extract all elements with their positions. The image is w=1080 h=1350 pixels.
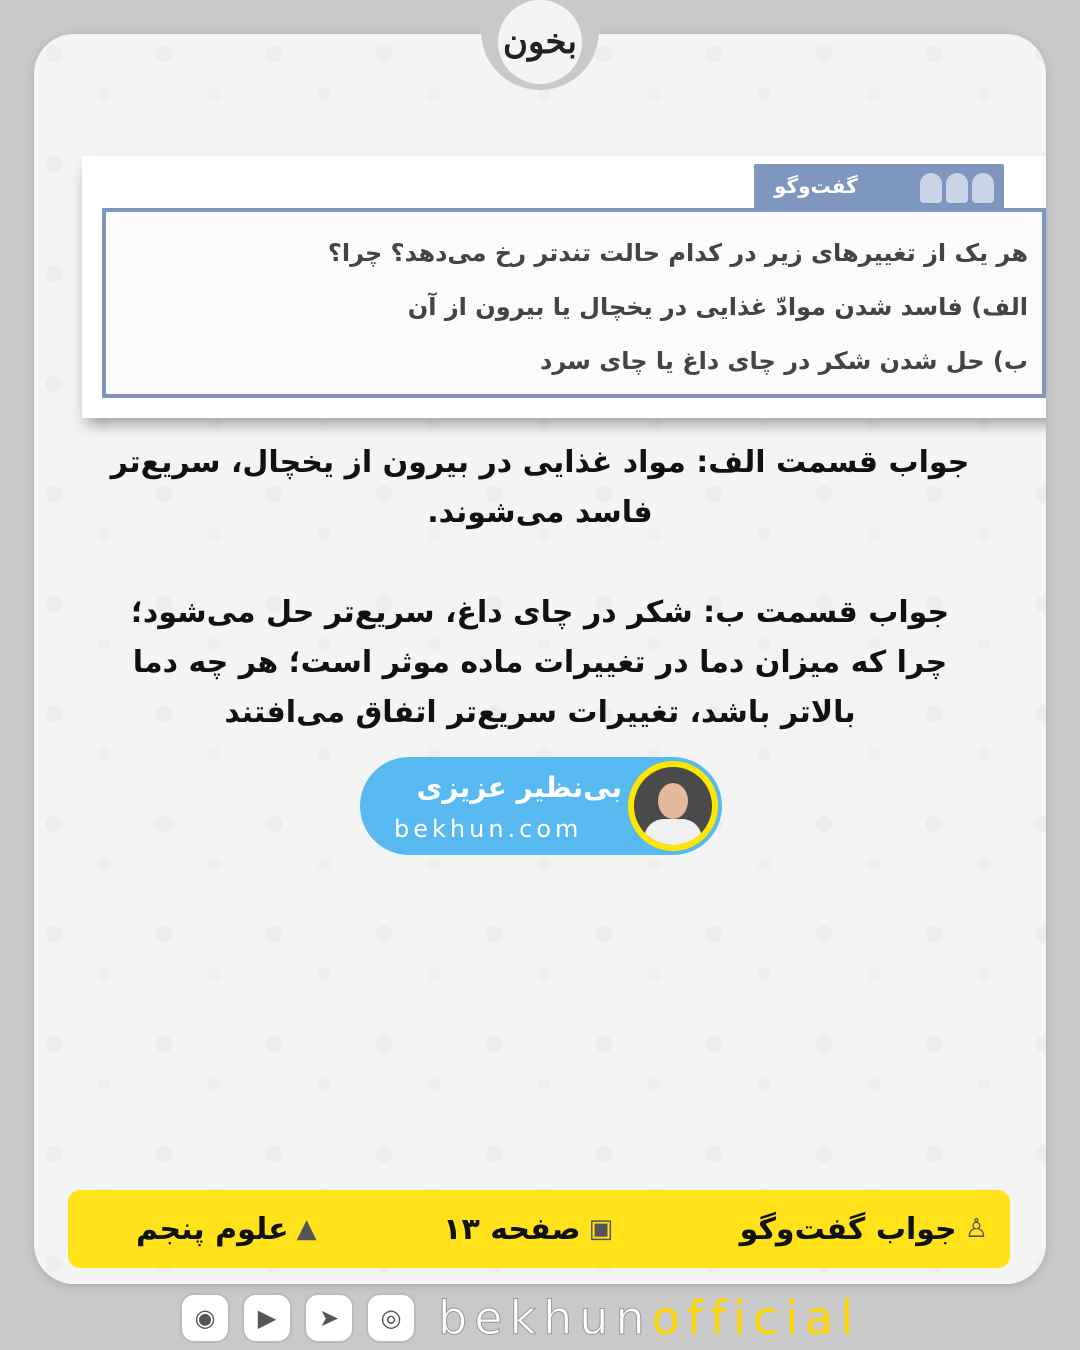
bar-title-text: جواب گفت‌وگو	[739, 1211, 957, 1247]
info-bar	[68, 1190, 1010, 1268]
answer-part-a: جواب قسمت الف: مواد غذایی در بیرون از یخچال، سریع‌تر فاسد می‌شوند.	[110, 445, 970, 530]
author-name: بی‌نظیر عزیزی	[416, 771, 622, 804]
bar-page	[443, 1212, 613, 1247]
avatar	[628, 761, 718, 851]
brand-part1: bekhun	[438, 1291, 652, 1345]
youtube-icon[interactable]: ▶	[242, 1293, 292, 1343]
bar-title	[740, 1212, 988, 1247]
excerpt-line: هر یک از تغییرهای زیر در کدام حالت تندتر رخ می‌دهد؟ چرا؟	[327, 239, 1028, 267]
excerpt-tab-label: گفت‌وگو	[774, 174, 858, 198]
footer	[180, 1290, 900, 1346]
conversation-icon	[920, 173, 994, 203]
bar-subject-text: علوم پنجم	[136, 1211, 289, 1247]
author-site: bekhun.com	[394, 815, 583, 843]
answer-part-b: جواب قسمت ب: شکر در چای داغ، سریع‌تر حل می‌شود؛ چرا که میزان دما در تغییرات ماده موثر است؛ هر چه دما بالاتر باشد، تغییرات سریع‌تر اتفاق می‌افتند	[130, 595, 950, 730]
graduation-cap-icon: ▲	[296, 1214, 317, 1244]
brand-part2: official	[651, 1291, 860, 1345]
answers	[110, 438, 970, 738]
instagram-icon[interactable]: ◎	[366, 1293, 416, 1343]
content-card	[34, 34, 1046, 1284]
logo: بخون	[498, 0, 582, 84]
film-reel-icon[interactable]: ◉	[180, 1293, 230, 1343]
excerpt-line: الف) فاسد شدن موادّ غذایی در یخچال یا بیرون از آن	[407, 293, 1028, 321]
book-excerpt	[82, 156, 1046, 418]
teacher-icon: ♙	[964, 1214, 988, 1244]
telegram-icon[interactable]: ➤	[304, 1293, 354, 1343]
bar-subject	[136, 1212, 317, 1247]
excerpt-line: ب) حل شدن شکر در چای داغ یا چای سرد	[540, 347, 1028, 375]
bar-page-text: صفحه ۱۳	[443, 1211, 581, 1247]
excerpt-tab	[754, 164, 1004, 212]
excerpt-question-box	[102, 208, 1046, 398]
author-badge	[360, 757, 722, 855]
book-icon: ▣	[588, 1214, 614, 1244]
brand-handle	[438, 1291, 860, 1345]
